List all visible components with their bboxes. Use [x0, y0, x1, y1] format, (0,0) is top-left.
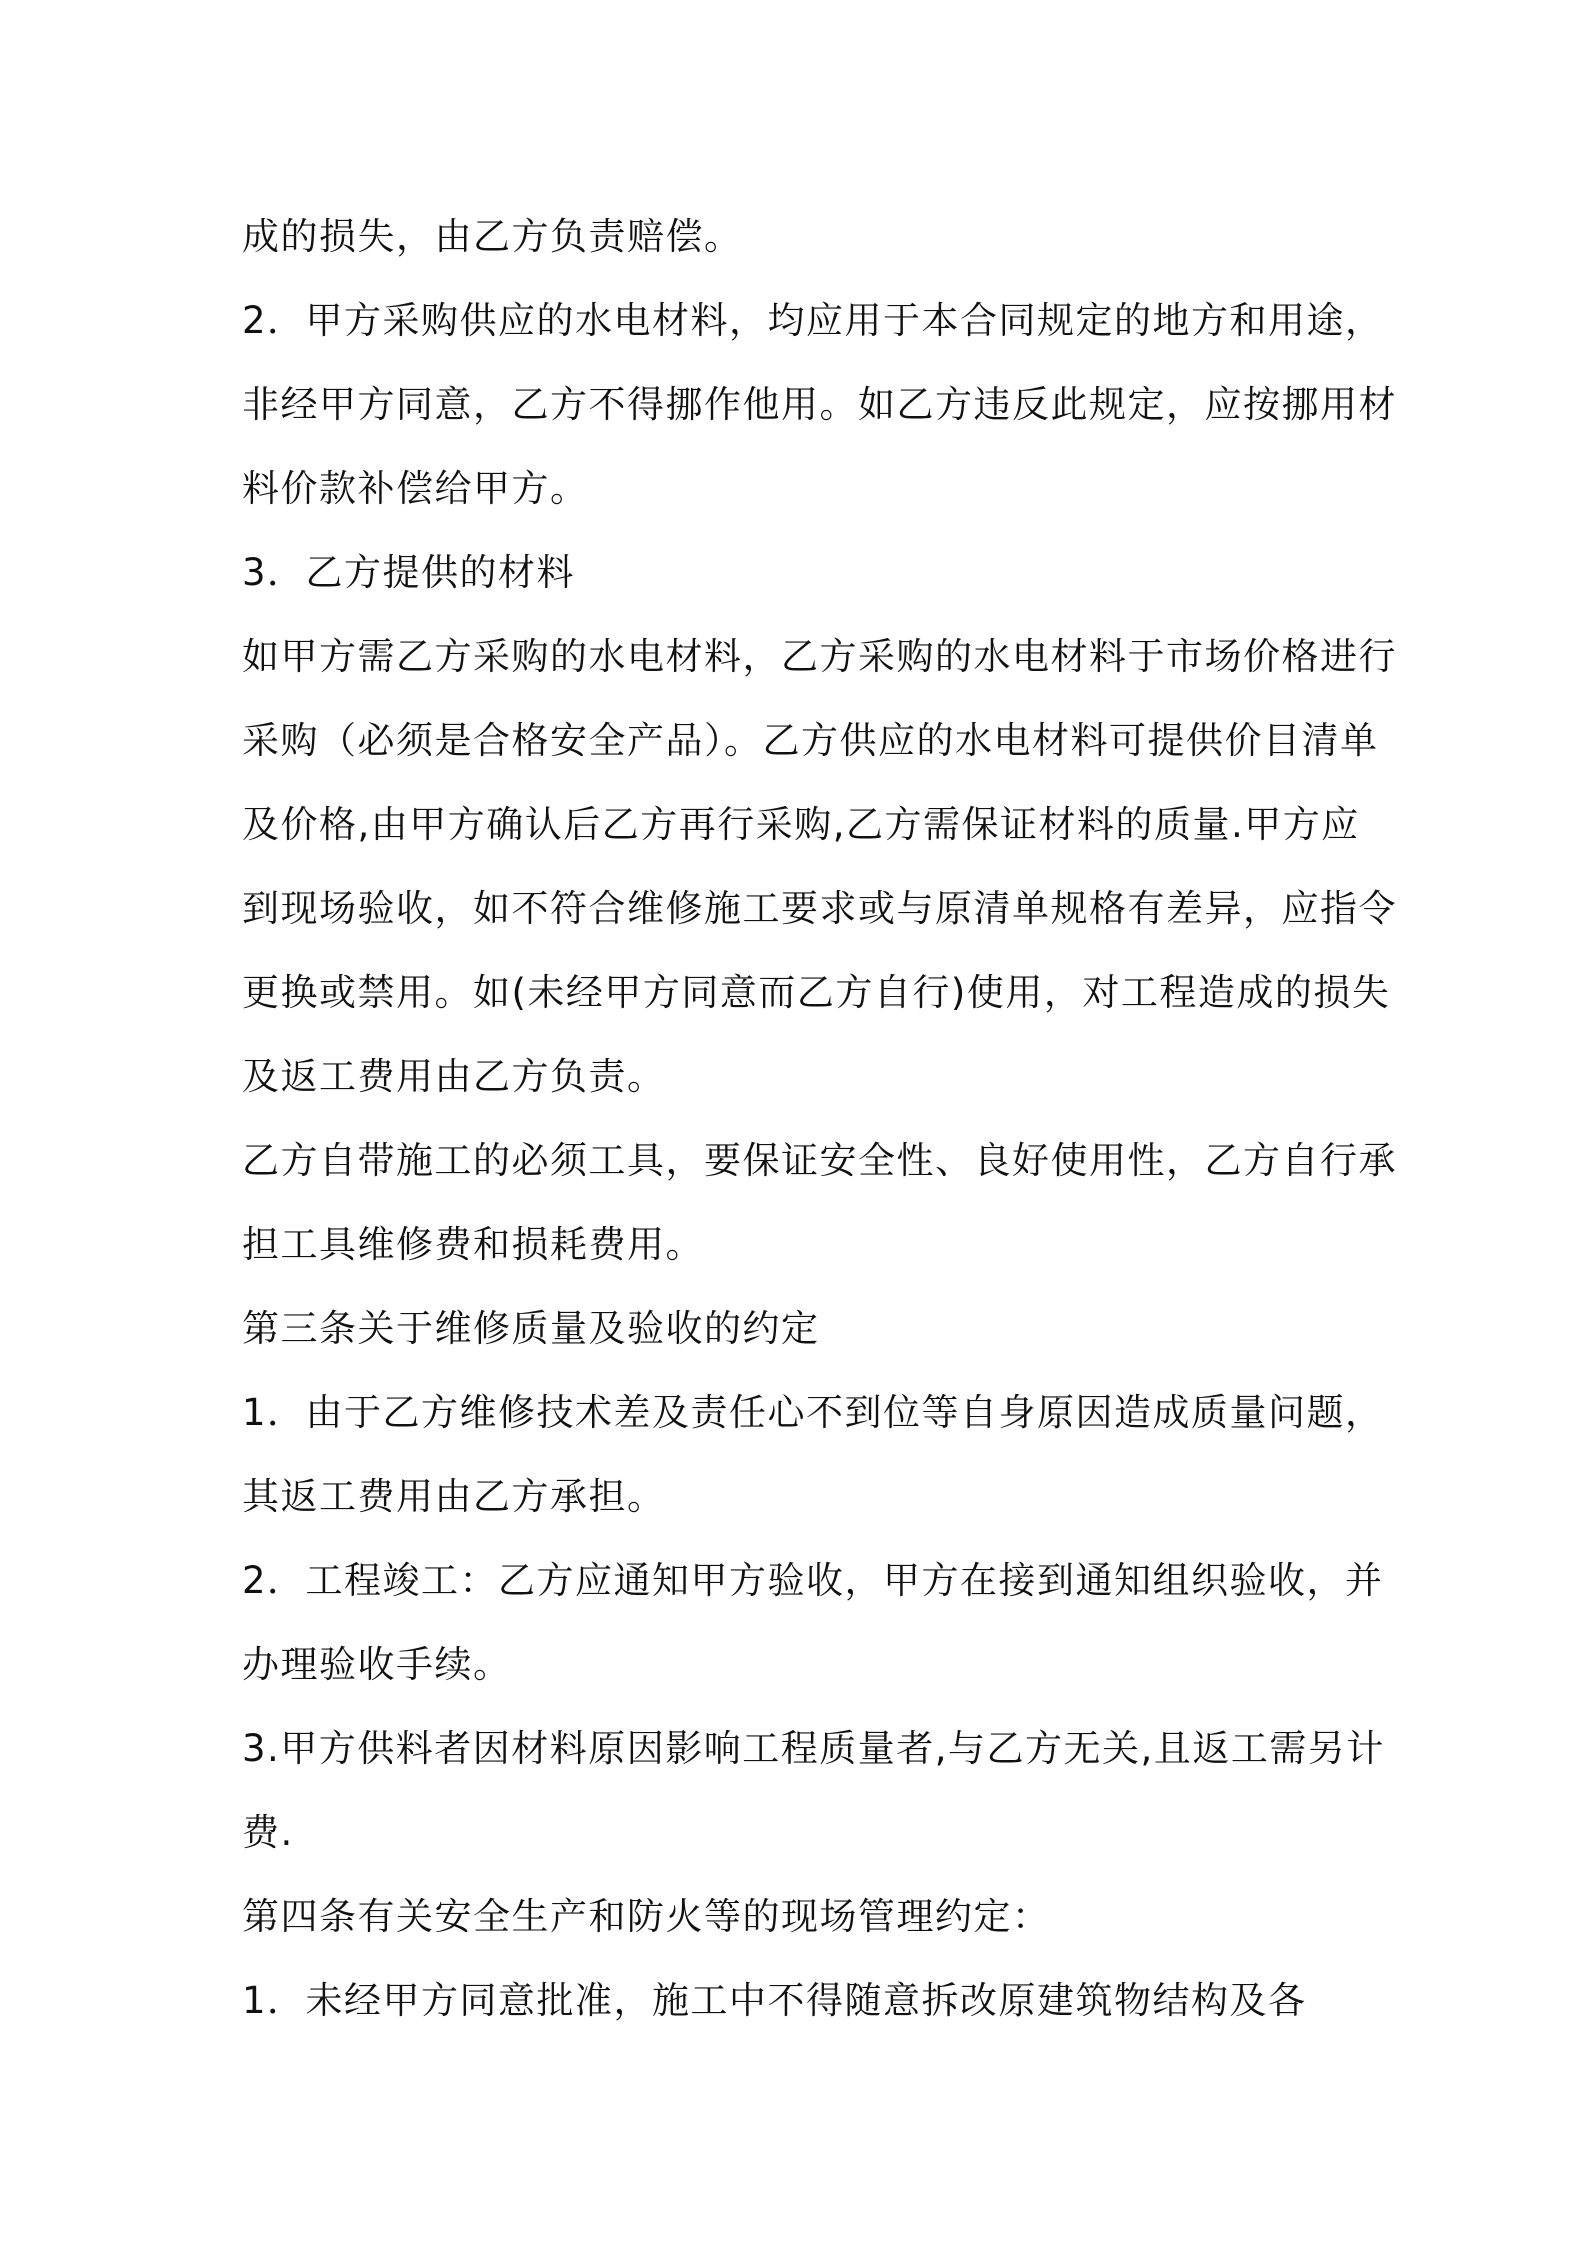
text-line: 及返工费用由乙方负责。: [242, 1055, 666, 1098]
text-line: 担工具维修费和损耗费用。: [242, 1223, 704, 1266]
text-line: 如甲方需乙方采购的水电材料，乙方采购的水电材料于市场价格进行: [242, 635, 1397, 678]
text-line: 2．工程竣工：乙方应通知甲方验收，甲方在接到通知组织验收，并: [242, 1559, 1384, 1602]
text-line: 费.: [242, 1811, 294, 1854]
text-line: 非经甲方同意，乙方不得挪作他用。如乙方违反此规定，应按挪用材: [242, 383, 1397, 426]
text-line: 1．未经甲方同意批准，施工中不得随意拆改原建筑物结构及各: [242, 1979, 1307, 2022]
section-heading: 第四条有关安全生产和防火等的现场管理约定：: [242, 1895, 1051, 1938]
text-line: 及价格,由甲方确认后乙方再行采购,乙方需保证材料的质量.甲方应: [242, 803, 1360, 846]
section-heading: 第三条关于维修质量及验收的约定: [242, 1307, 820, 1350]
document-body: [242, 195, 1397, 2043]
text-line: 更换或禁用。如(未经甲方同意而乙方自行)使用，对工程造成的损失: [242, 971, 1391, 1014]
text-line: 到现场验收，如不符合维修施工要求或与原清单规格有差异，应指令: [242, 887, 1397, 930]
text-line: 办理验收手续。: [242, 1643, 512, 1686]
text-line: 2．甲方采购供应的水电材料，均应用于本合同规定的地方和用途，: [242, 299, 1384, 342]
text-line: 3．乙方提供的材料: [242, 551, 576, 594]
text-line: 3.甲方供料者因材料原因影响工程质量者,与乙方无关,且返工需另计: [242, 1727, 1385, 1770]
text-line: 料价款补偿给甲方。: [242, 467, 589, 510]
text-line: 1．由于乙方维修技术差及责任心不到位等自身原因造成质量问题，: [242, 1391, 1384, 1434]
text-line: 乙方自带施工的必须工具，要保证安全性、良好使用性，乙方自行承: [242, 1139, 1397, 1182]
text-line: 成的损失，由乙方负责赔偿。: [242, 215, 743, 258]
text-line: 其返工费用由乙方承担。: [242, 1475, 666, 1518]
text-line: 采购（必须是合格安全产品）。乙方供应的水电材料可提供价目清单: [242, 719, 1379, 762]
